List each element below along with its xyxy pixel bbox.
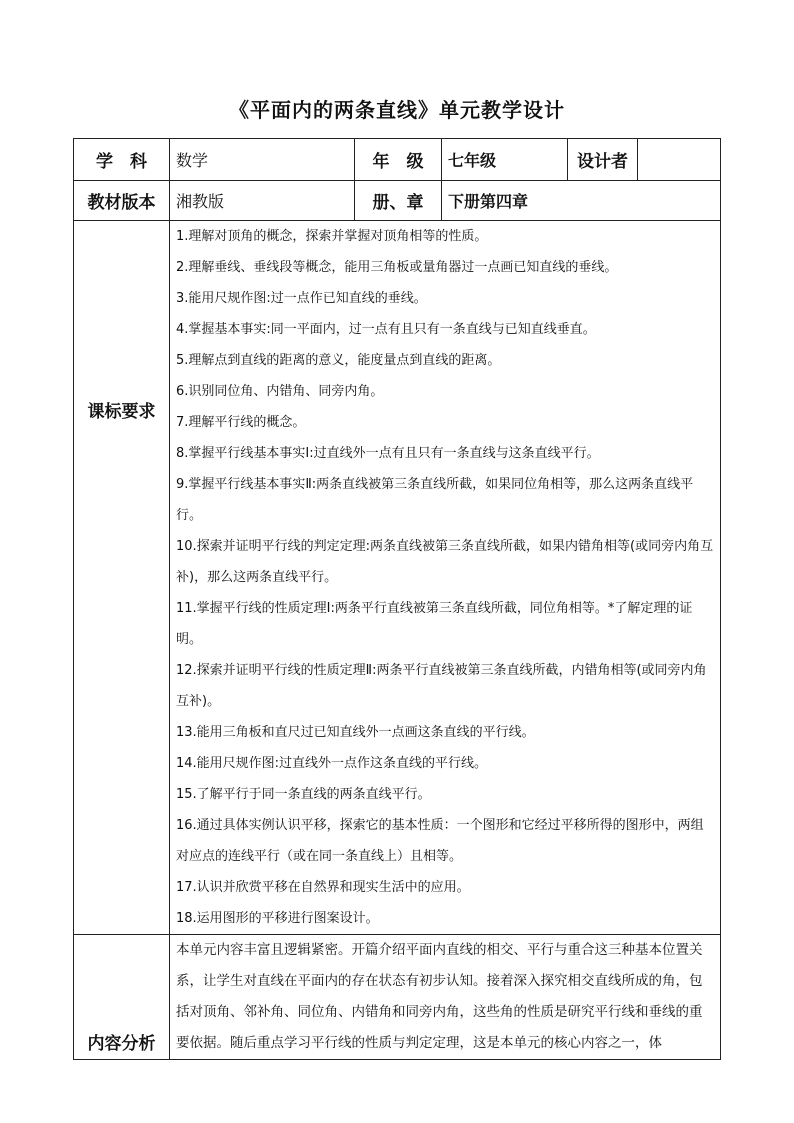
requirement-item: 3.能用尺规作图:过一点作已知直线的垂线。 <box>176 291 427 306</box>
requirements-label: 课标要求 <box>74 221 170 935</box>
requirement-item: 9.掌握平行线基本事实Ⅱ:两条直线被第三条直线所截，如果同位角相等，那么这两条直线平行。 <box>176 477 694 523</box>
grade-label: 年 级 <box>355 139 442 181</box>
chapter-value: 下册第四章 <box>442 181 721 221</box>
requirement-item: 14.能用尺规作图:过直线外一点作这条直线的平行线。 <box>176 756 488 771</box>
info-row-2 <box>74 181 721 221</box>
design-table <box>73 138 721 1060</box>
analysis-text: 本单元内容丰富且逻辑紧密。开篇介绍平面内直线的相交、平行与重合这三种基本位置关系，让学生对直线在平面内的存在状态有初步认知。接着深入探究相交直线所成的角，包括对顶角、邻补角、同位角、内错角和同旁内角，这些角的性质是研究平行线和垂线的重要依据。随后重点学习平行线的性质与判定定理，这是本单元的核心内容之一，体 <box>176 942 703 1051</box>
requirement-item: 5.理解点到直线的距离的意义，能度量点到直线的距离。 <box>176 353 501 368</box>
grade-value: 七年级 <box>442 139 568 181</box>
requirement-item: 6.识别同位角、内错角、同旁内角。 <box>176 384 384 399</box>
requirement-item: 8.掌握平行线基本事实Ⅰ:过直线外一点有且只有一条直线与这条直线平行。 <box>176 446 600 461</box>
analysis-row <box>74 935 721 1060</box>
analysis-content <box>170 935 721 1060</box>
requirement-item: 4.掌握基本事实:同一平面内，过一点有且只有一条直线与已知直线垂直。 <box>176 322 596 337</box>
chapter-label: 册、章 <box>355 181 442 221</box>
designer-label: 设计者 <box>568 139 638 181</box>
requirement-item: 2.理解垂线、垂线段等概念，能用三角板或量角器过一点画已知直线的垂线。 <box>176 260 618 275</box>
requirement-item: 1.理解对顶角的概念，探索并掌握对顶角相等的性质。 <box>176 229 488 244</box>
requirement-item: 12.探索并证明平行线的性质定理Ⅱ:两条平行直线被第三条直线所截，内错角相等(或同旁内角互补)。 <box>176 663 707 709</box>
requirements-row <box>74 221 721 935</box>
edition-label: 教材版本 <box>74 181 170 221</box>
requirement-item: 18.运用图形的平移进行图案设计。 <box>176 911 379 926</box>
page-title: 《平面内的两条直线》单元教学设计 <box>229 98 565 122</box>
info-row-1 <box>74 139 721 181</box>
requirements-list <box>170 221 721 935</box>
requirement-item: 10.探索并证明平行线的判定定理:两条直线被第三条直线所截，如果内错角相等(或同旁内角互补)，那么这两条直线平行。 <box>176 539 714 585</box>
requirement-item: 15.了解平行于同一条直线的两条直线平行。 <box>176 787 431 802</box>
edition-value: 湘教版 <box>170 181 355 221</box>
subject-value: 数学 <box>170 139 355 181</box>
requirement-item: 11.掌握平行线的性质定理Ⅰ:两条平行直线被第三条直线所截，同位角相等。*了解定理的证明。 <box>176 601 693 647</box>
analysis-label: 内容分析 <box>74 935 170 1060</box>
requirement-item: 7.理解平行线的概念。 <box>176 415 306 430</box>
requirement-item: 13.能用三角板和直尺过已知直线外一点画这条直线的平行线。 <box>176 725 535 740</box>
requirement-item: 16.通过具体实例认识平移，探索它的基本性质：一个图形和它经过平移所得的图形中，两组对应点的连线平行（或在同一条直线上）且相等。 <box>176 818 704 864</box>
designer-value <box>638 139 721 181</box>
subject-label: 学 科 <box>74 139 170 181</box>
requirement-item: 17.认识并欣赏平移在自然界和现实生活中的应用。 <box>176 880 470 895</box>
